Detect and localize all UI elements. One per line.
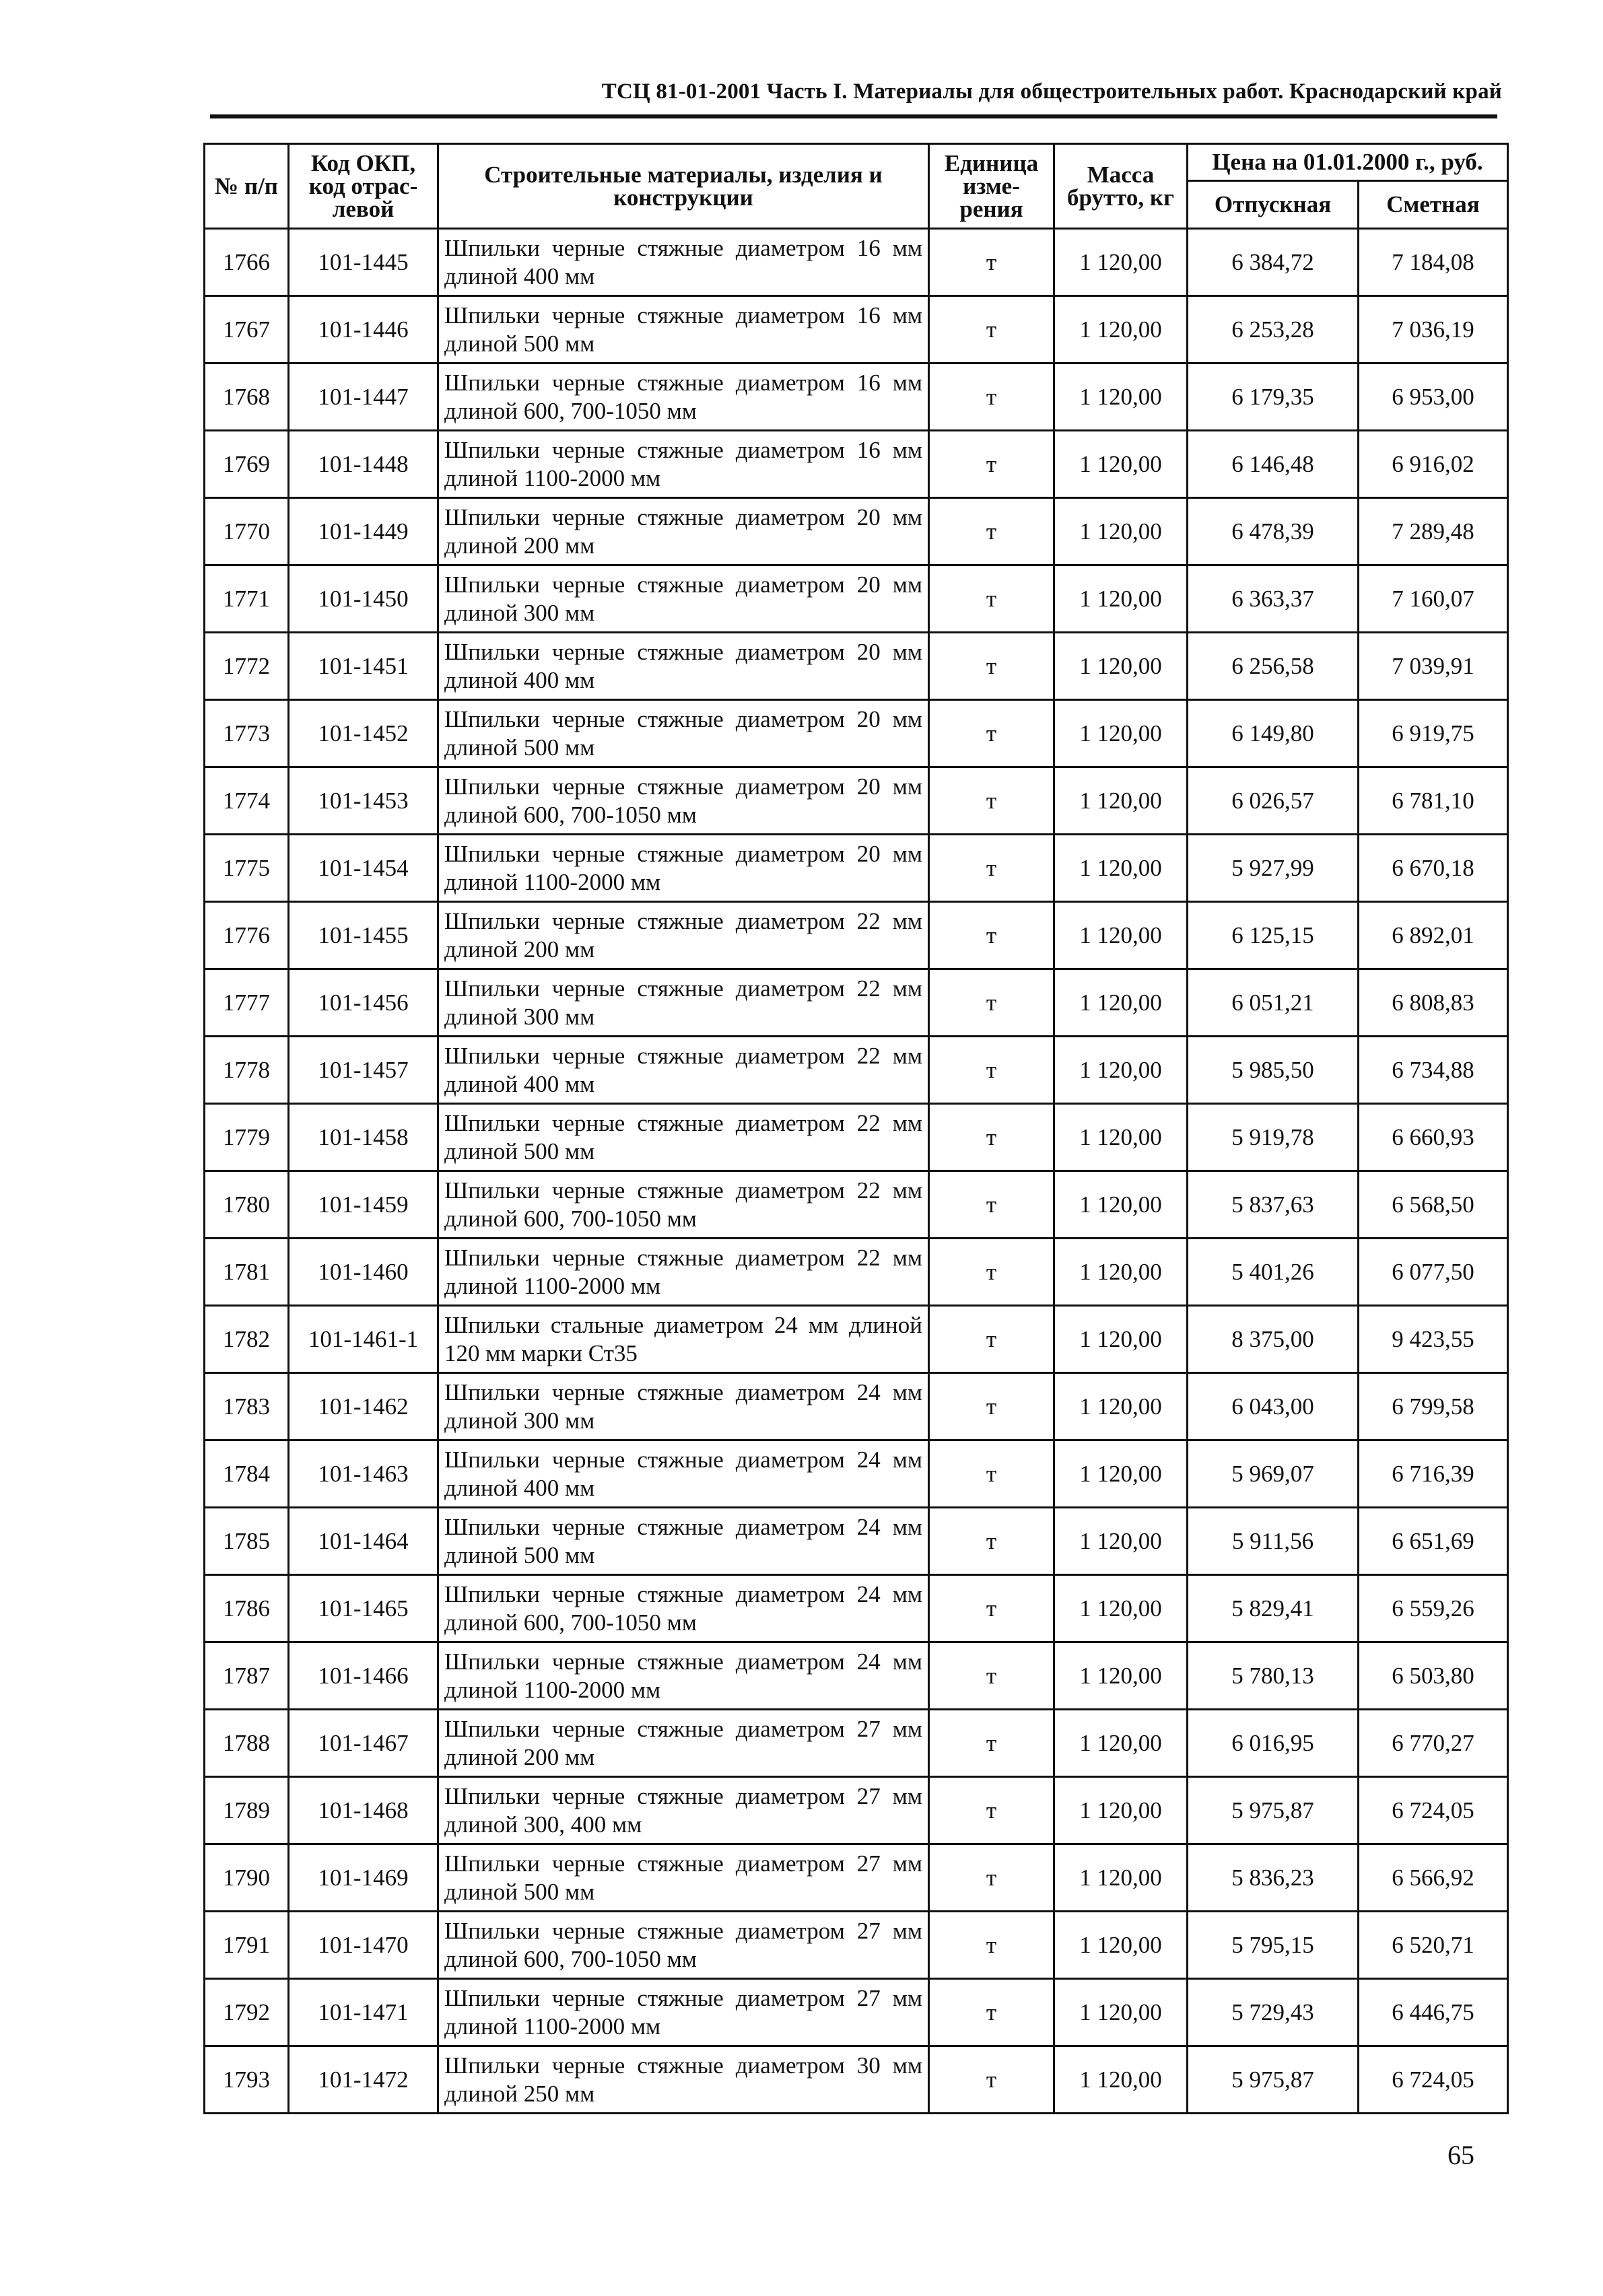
cell-mass: 1 120,00 bbox=[1054, 767, 1188, 835]
table-row bbox=[205, 498, 1508, 565]
cell-code: 101-1464 bbox=[289, 1508, 438, 1575]
cell-num: 1771 bbox=[205, 565, 289, 633]
cell-unit: т bbox=[929, 565, 1054, 633]
cell-release-price: 6 256,58 bbox=[1188, 633, 1359, 700]
cell-unit: т bbox=[929, 498, 1054, 565]
cell-estimate-price: 7 036,19 bbox=[1359, 296, 1508, 363]
col-header-estimate: Сметная bbox=[1359, 181, 1508, 229]
cell-release-price: 5 927,99 bbox=[1188, 835, 1359, 902]
cell-mass: 1 120,00 bbox=[1054, 1306, 1188, 1373]
cell-mass: 1 120,00 bbox=[1054, 1912, 1188, 1979]
cell-code: 101-1451 bbox=[289, 633, 438, 700]
cell-num: 1780 bbox=[205, 1171, 289, 1239]
cell-name: Шпильки черные стяжные диаметром 16 мм длиной 600, 700-1050 мм bbox=[438, 363, 929, 431]
cell-unit: т bbox=[929, 835, 1054, 902]
table-row bbox=[205, 296, 1508, 363]
cell-mass: 1 120,00 bbox=[1054, 1777, 1188, 1844]
cell-num: 1767 bbox=[205, 296, 289, 363]
cell-estimate-price: 6 781,10 bbox=[1359, 767, 1508, 835]
table-body bbox=[205, 229, 1508, 2114]
cell-release-price: 6 179,35 bbox=[1188, 363, 1359, 431]
table-row bbox=[205, 902, 1508, 969]
cell-name: Шпильки черные стяжные диаметром 20 мм длиной 1100-2000 мм bbox=[438, 835, 929, 902]
col-header-release: Отпускная bbox=[1188, 181, 1359, 229]
cell-mass: 1 120,00 bbox=[1054, 498, 1188, 565]
cell-code: 101-1461-1 bbox=[289, 1306, 438, 1373]
cell-mass: 1 120,00 bbox=[1054, 1037, 1188, 1104]
cell-mass: 1 120,00 bbox=[1054, 1642, 1188, 1710]
cell-unit: т bbox=[929, 1575, 1054, 1642]
col-header-unit: Единица изме-рения bbox=[929, 144, 1054, 229]
table-row bbox=[205, 633, 1508, 700]
cell-name: Шпильки черные стяжные диаметром 24 мм длиной 600, 700-1050 мм bbox=[438, 1575, 929, 1642]
cell-num: 1777 bbox=[205, 969, 289, 1037]
cell-release-price: 6 253,28 bbox=[1188, 296, 1359, 363]
cell-release-price: 6 146,48 bbox=[1188, 431, 1359, 498]
cell-release-price: 5 975,87 bbox=[1188, 2046, 1359, 2114]
cell-release-price: 5 919,78 bbox=[1188, 1104, 1359, 1171]
cell-num: 1781 bbox=[205, 1239, 289, 1306]
col-header-num: № п/п bbox=[205, 144, 289, 229]
cell-unit: т bbox=[929, 1844, 1054, 1912]
cell-estimate-price: 6 503,80 bbox=[1359, 1642, 1508, 1710]
cell-name: Шпильки черные стяжные диаметром 20 мм длиной 300 мм bbox=[438, 565, 929, 633]
cell-unit: т bbox=[929, 1508, 1054, 1575]
cell-unit: т bbox=[929, 2046, 1054, 2114]
cell-name: Шпильки черные стяжные диаметром 22 мм длиной 1100-2000 мм bbox=[438, 1239, 929, 1306]
table-row bbox=[205, 1037, 1508, 1104]
cell-code: 101-1456 bbox=[289, 969, 438, 1037]
col-header-mass: Масса брутто, кг bbox=[1054, 144, 1188, 229]
cell-unit: т bbox=[929, 1104, 1054, 1171]
cell-mass: 1 120,00 bbox=[1054, 296, 1188, 363]
cell-name: Шпильки черные стяжные диаметром 16 мм длиной 1100-2000 мм bbox=[438, 431, 929, 498]
cell-code: 101-1465 bbox=[289, 1575, 438, 1642]
table-row bbox=[205, 767, 1508, 835]
running-header: ТСЦ 81-01-2001 Часть I. Материалы для общестроительных работ. Краснодарский край bbox=[601, 79, 1502, 104]
table-row bbox=[205, 835, 1508, 902]
cell-mass: 1 120,00 bbox=[1054, 1373, 1188, 1440]
cell-release-price: 6 384,72 bbox=[1188, 229, 1359, 296]
cell-release-price: 5 829,41 bbox=[1188, 1575, 1359, 1642]
cell-release-price: 5 969,07 bbox=[1188, 1440, 1359, 1508]
table-row bbox=[205, 969, 1508, 1037]
cell-name: Шпильки черные стяжные диаметром 24 мм длиной 300 мм bbox=[438, 1373, 929, 1440]
cell-name: Шпильки черные стяжные диаметром 22 мм длиной 200 мм bbox=[438, 902, 929, 969]
cell-num: 1790 bbox=[205, 1844, 289, 1912]
cell-release-price: 6 478,39 bbox=[1188, 498, 1359, 565]
cell-code: 101-1453 bbox=[289, 767, 438, 835]
cell-estimate-price: 7 039,91 bbox=[1359, 633, 1508, 700]
cell-num: 1786 bbox=[205, 1575, 289, 1642]
cell-release-price: 5 401,26 bbox=[1188, 1239, 1359, 1306]
cell-unit: т bbox=[929, 1979, 1054, 2046]
cell-name: Шпильки черные стяжные диаметром 16 мм длиной 400 мм bbox=[438, 229, 929, 296]
cell-release-price: 5 985,50 bbox=[1188, 1037, 1359, 1104]
cell-estimate-price: 6 716,39 bbox=[1359, 1440, 1508, 1508]
cell-estimate-price: 6 670,18 bbox=[1359, 835, 1508, 902]
cell-mass: 1 120,00 bbox=[1054, 1575, 1188, 1642]
cell-mass: 1 120,00 bbox=[1054, 969, 1188, 1037]
cell-mass: 1 120,00 bbox=[1054, 2046, 1188, 2114]
cell-code: 101-1462 bbox=[289, 1373, 438, 1440]
cell-mass: 1 120,00 bbox=[1054, 835, 1188, 902]
cell-mass: 1 120,00 bbox=[1054, 1710, 1188, 1777]
cell-unit: т bbox=[929, 1306, 1054, 1373]
cell-mass: 1 120,00 bbox=[1054, 1844, 1188, 1912]
cell-release-price: 6 016,95 bbox=[1188, 1710, 1359, 1777]
table-row bbox=[205, 1912, 1508, 1979]
cell-unit: т bbox=[929, 1710, 1054, 1777]
cell-estimate-price: 6 520,71 bbox=[1359, 1912, 1508, 1979]
cell-num: 1787 bbox=[205, 1642, 289, 1710]
cell-name: Шпильки черные стяжные диаметром 22 мм длиной 400 мм bbox=[438, 1037, 929, 1104]
cell-mass: 1 120,00 bbox=[1054, 1104, 1188, 1171]
cell-estimate-price: 6 919,75 bbox=[1359, 700, 1508, 767]
cell-unit: т bbox=[929, 1642, 1054, 1710]
cell-estimate-price: 6 770,27 bbox=[1359, 1710, 1508, 1777]
table-row bbox=[205, 1777, 1508, 1844]
cell-estimate-price: 6 808,83 bbox=[1359, 969, 1508, 1037]
cell-num: 1784 bbox=[205, 1440, 289, 1508]
cell-name: Шпильки черные стяжные диаметром 20 мм длиной 400 мм bbox=[438, 633, 929, 700]
cell-num: 1779 bbox=[205, 1104, 289, 1171]
cell-code: 101-1459 bbox=[289, 1171, 438, 1239]
cell-name: Шпильки черные стяжные диаметром 22 мм длиной 300 мм bbox=[438, 969, 929, 1037]
cell-code: 101-1446 bbox=[289, 296, 438, 363]
cell-unit: т bbox=[929, 229, 1054, 296]
cell-num: 1789 bbox=[205, 1777, 289, 1844]
cell-estimate-price: 7 289,48 bbox=[1359, 498, 1508, 565]
cell-num: 1785 bbox=[205, 1508, 289, 1575]
table-row bbox=[205, 363, 1508, 431]
cell-name: Шпильки черные стяжные диаметром 30 мм длиной 250 мм bbox=[438, 2046, 929, 2114]
cell-code: 101-1455 bbox=[289, 902, 438, 969]
cell-mass: 1 120,00 bbox=[1054, 633, 1188, 700]
cell-estimate-price: 6 916,02 bbox=[1359, 431, 1508, 498]
cell-name: Шпильки черные стяжные диаметром 27 мм длиной 200 мм bbox=[438, 1710, 929, 1777]
cell-release-price: 6 051,21 bbox=[1188, 969, 1359, 1037]
table-row bbox=[205, 1642, 1508, 1710]
cell-unit: т bbox=[929, 633, 1054, 700]
cell-estimate-price: 6 724,05 bbox=[1359, 2046, 1508, 2114]
cell-release-price: 6 363,37 bbox=[1188, 565, 1359, 633]
table-row bbox=[205, 431, 1508, 498]
table-header bbox=[205, 144, 1508, 229]
cell-num: 1783 bbox=[205, 1373, 289, 1440]
table-row bbox=[205, 1979, 1508, 2046]
cell-release-price: 5 780,13 bbox=[1188, 1642, 1359, 1710]
table-row bbox=[205, 1104, 1508, 1171]
cell-num: 1774 bbox=[205, 767, 289, 835]
cell-estimate-price: 7 160,07 bbox=[1359, 565, 1508, 633]
cell-unit: т bbox=[929, 969, 1054, 1037]
cell-code: 101-1466 bbox=[289, 1642, 438, 1710]
cell-name: Шпильки стальные диаметром 24 мм длиной 120 мм марки Ст35 bbox=[438, 1306, 929, 1373]
cell-code: 101-1452 bbox=[289, 700, 438, 767]
cell-release-price: 5 837,63 bbox=[1188, 1171, 1359, 1239]
cell-code: 101-1458 bbox=[289, 1104, 438, 1171]
cell-unit: т bbox=[929, 1912, 1054, 1979]
cell-num: 1778 bbox=[205, 1037, 289, 1104]
cell-num: 1770 bbox=[205, 498, 289, 565]
cell-release-price: 6 149,80 bbox=[1188, 700, 1359, 767]
cell-code: 101-1460 bbox=[289, 1239, 438, 1306]
cell-unit: т bbox=[929, 1239, 1054, 1306]
table-row bbox=[205, 1710, 1508, 1777]
cell-release-price: 8 375,00 bbox=[1188, 1306, 1359, 1373]
cell-estimate-price: 6 724,05 bbox=[1359, 1777, 1508, 1844]
header-rule bbox=[210, 114, 1497, 118]
cell-unit: т bbox=[929, 700, 1054, 767]
cell-code: 101-1448 bbox=[289, 431, 438, 498]
cell-mass: 1 120,00 bbox=[1054, 431, 1188, 498]
cell-num: 1791 bbox=[205, 1912, 289, 1979]
cell-estimate-price: 6 892,01 bbox=[1359, 902, 1508, 969]
cell-num: 1775 bbox=[205, 835, 289, 902]
cell-estimate-price: 6 651,69 bbox=[1359, 1508, 1508, 1575]
price-table bbox=[203, 143, 1509, 2114]
cell-release-price: 5 795,15 bbox=[1188, 1912, 1359, 1979]
cell-name: Шпильки черные стяжные диаметром 22 мм длиной 500 мм bbox=[438, 1104, 929, 1171]
cell-name: Шпильки черные стяжные диаметром 27 мм длиной 300, 400 мм bbox=[438, 1777, 929, 1844]
cell-release-price: 6 026,57 bbox=[1188, 767, 1359, 835]
cell-mass: 1 120,00 bbox=[1054, 1239, 1188, 1306]
table-row bbox=[205, 229, 1508, 296]
col-header-price-group: Цена на 01.01.2000 г., руб. bbox=[1188, 144, 1508, 181]
cell-num: 1773 bbox=[205, 700, 289, 767]
cell-estimate-price: 6 568,50 bbox=[1359, 1171, 1508, 1239]
cell-name: Шпильки черные стяжные диаметром 27 мм длиной 500 мм bbox=[438, 1844, 929, 1912]
cell-unit: т bbox=[929, 1777, 1054, 1844]
cell-release-price: 6 125,15 bbox=[1188, 902, 1359, 969]
table-row bbox=[205, 2046, 1508, 2114]
cell-num: 1766 bbox=[205, 229, 289, 296]
cell-mass: 1 120,00 bbox=[1054, 1508, 1188, 1575]
cell-name: Шпильки черные стяжные диаметром 24 мм длиной 1100-2000 мм bbox=[438, 1642, 929, 1710]
cell-num: 1769 bbox=[205, 431, 289, 498]
table-row bbox=[205, 1171, 1508, 1239]
cell-name: Шпильки черные стяжные диаметром 20 мм длиной 200 мм bbox=[438, 498, 929, 565]
table-row bbox=[205, 700, 1508, 767]
cell-code: 101-1471 bbox=[289, 1979, 438, 2046]
cell-mass: 1 120,00 bbox=[1054, 363, 1188, 431]
cell-estimate-price: 7 184,08 bbox=[1359, 229, 1508, 296]
cell-name: Шпильки черные стяжные диаметром 24 мм длиной 500 мм bbox=[438, 1508, 929, 1575]
cell-name: Шпильки черные стяжные диаметром 24 мм длиной 400 мм bbox=[438, 1440, 929, 1508]
cell-name: Шпильки черные стяжные диаметром 20 мм длиной 500 мм bbox=[438, 700, 929, 767]
cell-name: Шпильки черные стяжные диаметром 22 мм длиной 600, 700-1050 мм bbox=[438, 1171, 929, 1239]
cell-code: 101-1469 bbox=[289, 1844, 438, 1912]
cell-code: 101-1454 bbox=[289, 835, 438, 902]
table-row bbox=[205, 565, 1508, 633]
cell-release-price: 5 729,43 bbox=[1188, 1979, 1359, 2046]
table-row bbox=[205, 1508, 1508, 1575]
cell-code: 101-1450 bbox=[289, 565, 438, 633]
table-row bbox=[205, 1239, 1508, 1306]
cell-num: 1772 bbox=[205, 633, 289, 700]
cell-unit: т bbox=[929, 902, 1054, 969]
table-row bbox=[205, 1373, 1508, 1440]
cell-num: 1776 bbox=[205, 902, 289, 969]
cell-mass: 1 120,00 bbox=[1054, 1440, 1188, 1508]
table-row bbox=[205, 1844, 1508, 1912]
cell-estimate-price: 6 077,50 bbox=[1359, 1239, 1508, 1306]
cell-mass: 1 120,00 bbox=[1054, 700, 1188, 767]
cell-unit: т bbox=[929, 1373, 1054, 1440]
col-header-code: Код ОКП, код отрас-левой bbox=[289, 144, 438, 229]
cell-mass: 1 120,00 bbox=[1054, 902, 1188, 969]
cell-estimate-price: 6 734,88 bbox=[1359, 1037, 1508, 1104]
cell-release-price: 5 836,23 bbox=[1188, 1844, 1359, 1912]
cell-name: Шпильки черные стяжные диаметром 27 мм длиной 600, 700-1050 мм bbox=[438, 1912, 929, 1979]
table-row bbox=[205, 1575, 1508, 1642]
page-number: 65 bbox=[1447, 2140, 1474, 2170]
cell-estimate-price: 6 559,26 bbox=[1359, 1575, 1508, 1642]
cell-estimate-price: 9 423,55 bbox=[1359, 1306, 1508, 1373]
cell-name: Шпильки черные стяжные диаметром 27 мм длиной 1100-2000 мм bbox=[438, 1979, 929, 2046]
cell-estimate-price: 6 953,00 bbox=[1359, 363, 1508, 431]
cell-name: Шпильки черные стяжные диаметром 16 мм длиной 500 мм bbox=[438, 296, 929, 363]
cell-unit: т bbox=[929, 1037, 1054, 1104]
col-header-name: Строительные материалы, изделия и конструкции bbox=[438, 144, 929, 229]
cell-code: 101-1457 bbox=[289, 1037, 438, 1104]
cell-num: 1793 bbox=[205, 2046, 289, 2114]
cell-code: 101-1468 bbox=[289, 1777, 438, 1844]
cell-name: Шпильки черные стяжные диаметром 20 мм длиной 600, 700-1050 мм bbox=[438, 767, 929, 835]
table-row bbox=[205, 1440, 1508, 1508]
cell-estimate-price: 6 446,75 bbox=[1359, 1979, 1508, 2046]
cell-code: 101-1463 bbox=[289, 1440, 438, 1508]
cell-unit: т bbox=[929, 767, 1054, 835]
cell-num: 1792 bbox=[205, 1979, 289, 2046]
cell-mass: 1 120,00 bbox=[1054, 229, 1188, 296]
cell-code: 101-1470 bbox=[289, 1912, 438, 1979]
cell-mass: 1 120,00 bbox=[1054, 1171, 1188, 1239]
cell-estimate-price: 6 799,58 bbox=[1359, 1373, 1508, 1440]
cell-num: 1768 bbox=[205, 363, 289, 431]
cell-num: 1782 bbox=[205, 1306, 289, 1373]
cell-code: 101-1449 bbox=[289, 498, 438, 565]
cell-code: 101-1445 bbox=[289, 229, 438, 296]
cell-code: 101-1447 bbox=[289, 363, 438, 431]
table-row bbox=[205, 1306, 1508, 1373]
cell-estimate-price: 6 566,92 bbox=[1359, 1844, 1508, 1912]
cell-mass: 1 120,00 bbox=[1054, 1979, 1188, 2046]
cell-unit: т bbox=[929, 1171, 1054, 1239]
cell-unit: т bbox=[929, 431, 1054, 498]
cell-release-price: 5 911,56 bbox=[1188, 1508, 1359, 1575]
cell-release-price: 6 043,00 bbox=[1188, 1373, 1359, 1440]
cell-unit: т bbox=[929, 363, 1054, 431]
cell-mass: 1 120,00 bbox=[1054, 565, 1188, 633]
cell-code: 101-1467 bbox=[289, 1710, 438, 1777]
cell-unit: т bbox=[929, 296, 1054, 363]
cell-estimate-price: 6 660,93 bbox=[1359, 1104, 1508, 1171]
cell-unit: т bbox=[929, 1440, 1054, 1508]
cell-num: 1788 bbox=[205, 1710, 289, 1777]
cell-code: 101-1472 bbox=[289, 2046, 438, 2114]
cell-release-price: 5 975,87 bbox=[1188, 1777, 1359, 1844]
